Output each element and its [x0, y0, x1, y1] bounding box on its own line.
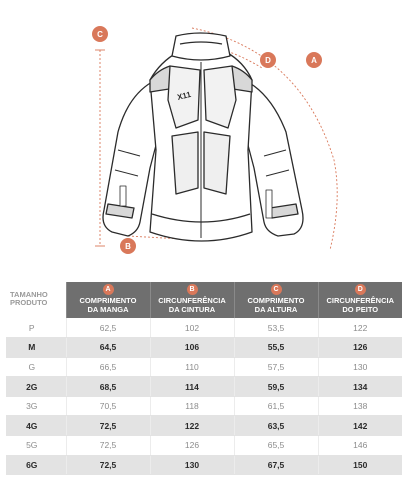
waist-cell: 130 — [150, 455, 234, 475]
badge-b — [120, 238, 136, 254]
size-cell: 3G — [6, 396, 66, 416]
waist-cell: 122 — [150, 416, 234, 436]
badge-c — [92, 26, 108, 42]
size-cell: 2G — [6, 377, 66, 397]
table-row — [6, 416, 402, 436]
table-row — [6, 357, 402, 377]
height-cell: 55,5 — [234, 338, 318, 358]
waist-cell: 106 — [150, 338, 234, 358]
table-row — [6, 377, 402, 397]
svg-text:C: C — [97, 30, 103, 39]
chest-cell: 138 — [318, 396, 402, 416]
height-cell: 57,5 — [234, 357, 318, 377]
size-chart-body — [6, 318, 402, 475]
size-cell: P — [6, 318, 66, 338]
badge-d-icon: D — [355, 284, 366, 295]
chest-cell: 146 — [318, 436, 402, 456]
badge-a — [306, 52, 322, 68]
size-cell: 4G — [6, 416, 66, 436]
waist-cell: 114 — [150, 377, 234, 397]
badge-b-icon: B — [187, 284, 198, 295]
svg-text:B: B — [125, 242, 131, 251]
waist-circumference-header: B CIRCUNFERÊNCIA DA CINTURA — [150, 282, 234, 318]
table-row — [6, 318, 402, 338]
sleeve-length-header: A COMPRIMENTO DA MANGA — [66, 282, 150, 318]
chest-cell: 134 — [318, 377, 402, 397]
badge-c-icon: C — [271, 284, 282, 295]
sleeve-length-cell: 72,5 — [66, 416, 150, 436]
height-cell: 65,5 — [234, 436, 318, 456]
waist-cell: 118 — [150, 396, 234, 416]
sleeve-length-cell: 62,5 — [66, 318, 150, 338]
size-column-header: TAMANHO PRODUTO — [6, 282, 66, 318]
badge-d — [260, 52, 276, 68]
chest-cell: 150 — [318, 455, 402, 475]
table-row — [6, 396, 402, 416]
chest-cell: 122 — [318, 318, 402, 338]
height-cell: 61,5 — [234, 396, 318, 416]
chest-cell: 142 — [318, 416, 402, 436]
height-length-header: C COMPRIMENTO DA ALTURA — [234, 282, 318, 318]
size-cell: G — [6, 357, 66, 377]
table-row — [6, 455, 402, 475]
chest-cell: 126 — [318, 338, 402, 358]
size-cell: M — [6, 338, 66, 358]
sleeve-length-cell: 64,5 — [66, 338, 150, 358]
waist-cell: 102 — [150, 318, 234, 338]
size-cell: 5G — [6, 436, 66, 456]
size-chart-header — [6, 282, 402, 318]
waist-cell: 110 — [150, 357, 234, 377]
waist-cell: 126 — [150, 436, 234, 456]
height-cell: 53,5 — [234, 318, 318, 338]
size-cell: 6G — [6, 455, 66, 475]
height-cell: 63,5 — [234, 416, 318, 436]
sleeve-length-cell: 68,5 — [66, 377, 150, 397]
table-row — [6, 436, 402, 456]
sleeve-length-cell: 66,5 — [66, 357, 150, 377]
sleeve-length-cell: 72,5 — [66, 455, 150, 475]
badge-a-icon: A — [103, 284, 114, 295]
svg-text:D: D — [265, 56, 271, 65]
svg-text:A: A — [311, 56, 317, 65]
brand-logo: X11 — [176, 89, 192, 102]
table-row — [6, 338, 402, 358]
sleeve-length-cell: 72,5 — [66, 436, 150, 456]
sleeve-length-cell: 70,5 — [66, 396, 150, 416]
chest-circumference-header: D CIRCUNFERÊNCIA DO PEITO — [318, 282, 402, 318]
size-chart-table — [6, 282, 402, 475]
chest-cell: 130 — [318, 357, 402, 377]
height-cell: 67,5 — [234, 455, 318, 475]
height-cell: 59,5 — [234, 377, 318, 397]
